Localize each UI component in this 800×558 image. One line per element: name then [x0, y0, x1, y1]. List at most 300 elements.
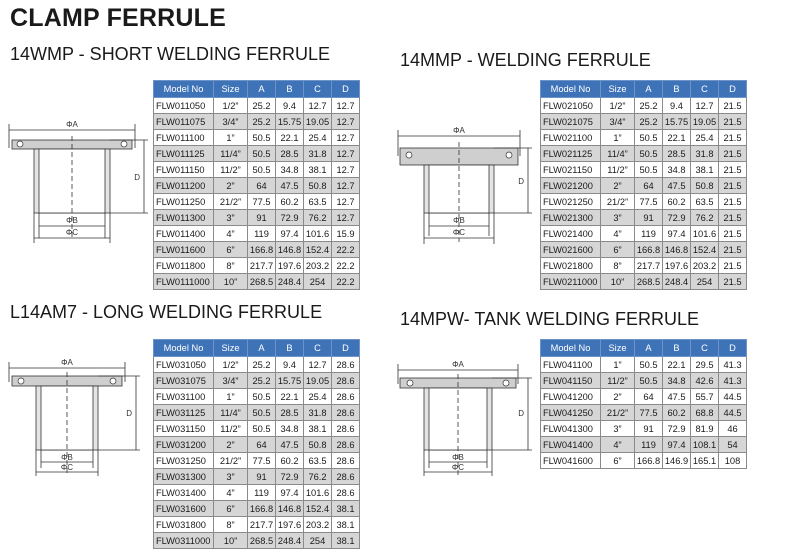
model-number-cell: FLW011200	[154, 178, 214, 194]
value-cell: 146.8	[663, 242, 691, 258]
value-cell: 44.5	[719, 405, 747, 421]
section-title-long-welding: L14AM7 - LONG WELDING FERRULE	[10, 302, 323, 322]
value-cell: 19.05	[304, 114, 332, 130]
value-cell: 31.8	[304, 405, 332, 421]
model-number-cell: FLW041400	[541, 437, 601, 453]
value-cell: 3”	[214, 469, 248, 485]
table-row	[541, 405, 747, 421]
value-cell: 10”	[214, 274, 248, 290]
value-cell: 108	[719, 453, 747, 469]
model-number-cell: FLW021400	[541, 226, 601, 242]
value-cell: 11/4”	[601, 146, 635, 162]
table-header-row	[541, 340, 747, 357]
value-cell: 64	[248, 437, 276, 453]
value-cell: 22.2	[332, 242, 360, 258]
column-header: D	[719, 81, 747, 98]
value-cell: 166.8	[248, 242, 276, 258]
value-cell: 28.6	[332, 469, 360, 485]
dim-label-d: D	[126, 409, 132, 418]
column-header: Model No	[541, 81, 601, 98]
table-row	[154, 258, 360, 274]
table-row	[154, 533, 360, 549]
value-cell: 268.5	[635, 274, 663, 290]
table-row	[154, 469, 360, 485]
table-row	[154, 146, 360, 162]
value-cell: 28.6	[332, 389, 360, 405]
table-row	[154, 437, 360, 453]
model-number-cell: FLW0211000	[541, 274, 601, 290]
value-cell: 60.2	[276, 453, 304, 469]
model-number-cell: FLW011100	[154, 130, 214, 146]
section-title-welding: 14MMP - WELDING FERRULE	[400, 50, 651, 70]
table-row	[541, 210, 747, 226]
value-cell: 63.5	[304, 453, 332, 469]
value-cell: 22.1	[276, 130, 304, 146]
column-header: A	[248, 81, 276, 98]
model-number-cell: FLW011050	[154, 98, 214, 114]
value-cell: 166.8	[248, 501, 276, 517]
value-cell: 11/2”	[214, 162, 248, 178]
table-row	[154, 357, 360, 373]
table-row	[541, 178, 747, 194]
value-cell: 64	[248, 178, 276, 194]
value-cell: 42.6	[691, 373, 719, 389]
model-number-cell: FLW021125	[541, 146, 601, 162]
table-header-row	[154, 340, 360, 357]
value-cell: 101.6	[691, 226, 719, 242]
value-cell: 4”	[601, 437, 635, 453]
model-number-cell: FLW041600	[541, 453, 601, 469]
dim-label-b: ΦB	[61, 453, 73, 462]
table-row	[154, 162, 360, 178]
model-number-cell: FLW021100	[541, 130, 601, 146]
table-row	[541, 98, 747, 114]
model-number-cell: FLW021600	[541, 242, 601, 258]
value-cell: 146.8	[276, 501, 304, 517]
model-number-cell: FLW0311000	[154, 533, 214, 549]
model-number-cell: FLW021800	[541, 258, 601, 274]
table-row	[541, 453, 747, 469]
value-cell: 2”	[601, 389, 635, 405]
value-cell: 254	[304, 274, 332, 290]
value-cell: 248.4	[663, 274, 691, 290]
value-cell: 12.7	[332, 98, 360, 114]
value-cell: 6”	[214, 501, 248, 517]
dim-label-b: ΦB	[452, 453, 464, 462]
value-cell: 119	[635, 437, 663, 453]
page-title: CLAMP FERRULE	[10, 4, 227, 32]
value-cell: 28.6	[332, 437, 360, 453]
value-cell: 21/2”	[214, 453, 248, 469]
value-cell: 91	[635, 210, 663, 226]
value-cell: 12.7	[332, 162, 360, 178]
value-cell: 22.1	[276, 389, 304, 405]
value-cell: 217.7	[635, 258, 663, 274]
column-header: C	[691, 81, 719, 98]
value-cell: 50.5	[248, 389, 276, 405]
value-cell: 197.6	[276, 258, 304, 274]
value-cell: 254	[691, 274, 719, 290]
dim-label-a: ΦA	[453, 126, 465, 135]
dim-label-d: D	[134, 173, 140, 182]
value-cell: 197.6	[663, 258, 691, 274]
model-number-cell: FLW041150	[541, 373, 601, 389]
value-cell: 2”	[214, 178, 248, 194]
value-cell: 50.8	[304, 437, 332, 453]
value-cell: 21.5	[719, 258, 747, 274]
value-cell: 91	[248, 469, 276, 485]
value-cell: 21.5	[719, 242, 747, 258]
value-cell: 97.4	[663, 437, 691, 453]
value-cell: 3”	[601, 421, 635, 437]
table-row	[154, 405, 360, 421]
value-cell: 9.4	[663, 98, 691, 114]
value-cell: 77.5	[635, 194, 663, 210]
model-number-cell: FLW011075	[154, 114, 214, 130]
dim-label-a: ΦA	[61, 358, 73, 367]
column-header: C	[304, 81, 332, 98]
welding-ferrule-diagram	[390, 124, 540, 248]
value-cell: 77.5	[248, 453, 276, 469]
value-cell: 28.6	[332, 485, 360, 501]
column-header: Model No	[154, 81, 214, 98]
model-number-cell: FLW021200	[541, 178, 601, 194]
value-cell: 25.2	[635, 114, 663, 130]
value-cell: 22.1	[663, 130, 691, 146]
value-cell: 203.2	[691, 258, 719, 274]
model-number-cell: FLW041100	[541, 357, 601, 373]
column-header: A	[635, 340, 663, 357]
model-number-cell: FLW021150	[541, 162, 601, 178]
model-number-cell: FLW021050	[541, 98, 601, 114]
value-cell: 12.7	[691, 98, 719, 114]
value-cell: 72.9	[663, 421, 691, 437]
value-cell: 146.8	[276, 242, 304, 258]
model-number-cell: FLW011300	[154, 210, 214, 226]
value-cell: 166.8	[635, 242, 663, 258]
value-cell: 21.5	[719, 146, 747, 162]
value-cell: 25.2	[248, 357, 276, 373]
value-cell: 47.5	[276, 437, 304, 453]
value-cell: 97.4	[276, 485, 304, 501]
value-cell: 34.8	[663, 373, 691, 389]
value-cell: 50.5	[248, 405, 276, 421]
table-row	[541, 258, 747, 274]
table-row	[154, 485, 360, 501]
model-number-cell: FLW031050	[154, 357, 214, 373]
value-cell: 3”	[601, 210, 635, 226]
value-cell: 12.7	[332, 178, 360, 194]
value-cell: 108.1	[691, 437, 719, 453]
value-cell: 91	[248, 210, 276, 226]
value-cell: 19.05	[304, 373, 332, 389]
value-cell: 9.4	[276, 98, 304, 114]
value-cell: 165.1	[691, 453, 719, 469]
value-cell: 63.5	[691, 194, 719, 210]
short-ferrule-diagram	[0, 118, 152, 246]
value-cell: 72.9	[276, 469, 304, 485]
value-cell: 6”	[601, 453, 635, 469]
value-cell: 21.5	[719, 162, 747, 178]
value-cell: 119	[248, 226, 276, 242]
value-cell: 11/2”	[601, 373, 635, 389]
column-header: B	[663, 81, 691, 98]
model-number-cell: FLW031150	[154, 421, 214, 437]
value-cell: 197.6	[276, 517, 304, 533]
table-row	[541, 437, 747, 453]
dim-label-c: ΦC	[451, 463, 465, 472]
value-cell: 50.5	[248, 146, 276, 162]
table-row	[154, 517, 360, 533]
model-number-cell: FLW031400	[154, 485, 214, 501]
model-number-cell: FLW021300	[541, 210, 601, 226]
value-cell: 28.6	[332, 421, 360, 437]
value-cell: 21.5	[719, 114, 747, 130]
section-title-tank-welding: 14MPW- TANK WELDING FERRULE	[400, 309, 700, 329]
model-number-cell: FLW011600	[154, 242, 214, 258]
column-header: D	[332, 81, 360, 98]
value-cell: 1”	[601, 357, 635, 373]
value-cell: 29.5	[691, 357, 719, 373]
model-number-cell: FLW011800	[154, 258, 214, 274]
value-cell: 2”	[214, 437, 248, 453]
value-cell: 3/4”	[214, 114, 248, 130]
value-cell: 31.8	[691, 146, 719, 162]
value-cell: 11/4”	[214, 146, 248, 162]
model-number-cell: FLW031800	[154, 517, 214, 533]
value-cell: 152.4	[304, 501, 332, 517]
table-header-row	[154, 81, 360, 98]
model-number-cell: FLW041200	[541, 389, 601, 405]
table-row	[154, 226, 360, 242]
value-cell: 10”	[601, 274, 635, 290]
table-row	[154, 130, 360, 146]
value-cell: 1/2”	[214, 98, 248, 114]
value-cell: 11/2”	[601, 162, 635, 178]
value-cell: 11/2”	[214, 421, 248, 437]
table-row	[541, 242, 747, 258]
value-cell: 152.4	[691, 242, 719, 258]
column-header: Size	[214, 81, 248, 98]
value-cell: 77.5	[635, 405, 663, 421]
value-cell: 21.5	[719, 226, 747, 242]
value-cell: 21.5	[719, 210, 747, 226]
value-cell: 31.8	[304, 146, 332, 162]
section-title-short-welding: 14WMP - SHORT WELDING FERRULE	[10, 44, 331, 64]
value-cell: 50.5	[635, 162, 663, 178]
value-cell: 254	[304, 533, 332, 549]
value-cell: 21/2”	[601, 405, 635, 421]
value-cell: 22.2	[332, 274, 360, 290]
value-cell: 101.6	[304, 485, 332, 501]
value-cell: 91	[635, 421, 663, 437]
value-cell: 12.7	[332, 194, 360, 210]
value-cell: 50.5	[635, 357, 663, 373]
dim-label-d: D	[518, 177, 524, 186]
value-cell: 50.5	[635, 373, 663, 389]
model-number-cell: FLW031200	[154, 437, 214, 453]
value-cell: 3/4”	[214, 373, 248, 389]
value-cell: 25.4	[691, 130, 719, 146]
table-row	[541, 114, 747, 130]
model-number-cell: FLW021250	[541, 194, 601, 210]
value-cell: 25.2	[635, 98, 663, 114]
table-row	[541, 389, 747, 405]
column-header: Model No	[541, 340, 601, 357]
value-cell: 2”	[601, 178, 635, 194]
value-cell: 54	[719, 437, 747, 453]
value-cell: 64	[635, 178, 663, 194]
value-cell: 38.1	[332, 517, 360, 533]
value-cell: 1”	[214, 389, 248, 405]
value-cell: 25.2	[248, 114, 276, 130]
value-cell: 1”	[214, 130, 248, 146]
value-cell: 101.6	[304, 226, 332, 242]
value-cell: 47.5	[663, 389, 691, 405]
value-cell: 248.4	[276, 533, 304, 549]
table-row	[154, 389, 360, 405]
value-cell: 6”	[214, 242, 248, 258]
value-cell: 60.2	[663, 194, 691, 210]
dim-label-d: D	[518, 409, 524, 418]
table-row	[154, 501, 360, 517]
column-header: Size	[601, 81, 635, 98]
table-row	[154, 210, 360, 226]
model-number-cell: FLW031250	[154, 453, 214, 469]
value-cell: 15.75	[276, 373, 304, 389]
value-cell: 21.5	[719, 194, 747, 210]
column-header: D	[332, 340, 360, 357]
table-row	[154, 114, 360, 130]
table-row	[541, 357, 747, 373]
value-cell: 25.2	[248, 373, 276, 389]
value-cell: 19.05	[691, 114, 719, 130]
value-cell: 76.2	[691, 210, 719, 226]
short-welding-ferrule-table	[153, 80, 360, 290]
value-cell: 12.7	[332, 146, 360, 162]
model-number-cell: FLW0111000	[154, 274, 214, 290]
value-cell: 64	[635, 389, 663, 405]
value-cell: 50.5	[248, 421, 276, 437]
column-header: B	[663, 340, 691, 357]
model-number-cell: FLW041250	[541, 405, 601, 421]
value-cell: 203.2	[304, 517, 332, 533]
value-cell: 15.9	[332, 226, 360, 242]
value-cell: 63.5	[304, 194, 332, 210]
value-cell: 203.2	[304, 258, 332, 274]
column-header: Size	[214, 340, 248, 357]
model-number-cell: FLW021075	[541, 114, 601, 130]
table-row	[541, 194, 747, 210]
column-header: B	[276, 81, 304, 98]
value-cell: 4”	[601, 226, 635, 242]
value-cell: 15.75	[663, 114, 691, 130]
value-cell: 81.9	[691, 421, 719, 437]
value-cell: 28.6	[332, 453, 360, 469]
tank-welding-ferrule-table	[540, 339, 747, 469]
long-welding-ferrule-table	[153, 339, 360, 549]
value-cell: 21/2”	[601, 194, 635, 210]
value-cell: 50.8	[691, 178, 719, 194]
value-cell: 268.5	[248, 274, 276, 290]
table-row	[541, 162, 747, 178]
long-ferrule-diagram	[0, 356, 152, 480]
table-row	[154, 98, 360, 114]
model-number-cell: FLW031600	[154, 501, 214, 517]
value-cell: 25.4	[304, 389, 332, 405]
value-cell: 4”	[214, 226, 248, 242]
value-cell: 119	[635, 226, 663, 242]
value-cell: 15.75	[276, 114, 304, 130]
model-number-cell: FLW031075	[154, 373, 214, 389]
value-cell: 11/4”	[214, 405, 248, 421]
value-cell: 21.5	[719, 98, 747, 114]
dim-label-b: ΦB	[453, 216, 465, 225]
dim-label-c: ΦC	[65, 228, 79, 237]
value-cell: 12.7	[332, 114, 360, 130]
value-cell: 60.2	[663, 405, 691, 421]
table-row	[154, 178, 360, 194]
value-cell: 72.9	[663, 210, 691, 226]
value-cell: 119	[248, 485, 276, 501]
model-number-cell: FLW031125	[154, 405, 214, 421]
tank-ferrule-diagram	[390, 358, 540, 480]
table-row	[541, 146, 747, 162]
value-cell: 22.2	[332, 258, 360, 274]
column-header: D	[719, 340, 747, 357]
column-header: C	[304, 340, 332, 357]
value-cell: 8”	[601, 258, 635, 274]
value-cell: 152.4	[304, 242, 332, 258]
value-cell: 46	[719, 421, 747, 437]
value-cell: 3/4”	[601, 114, 635, 130]
value-cell: 8”	[214, 517, 248, 533]
value-cell: 50.8	[304, 178, 332, 194]
column-header: Size	[601, 340, 635, 357]
value-cell: 21.5	[719, 178, 747, 194]
table-row	[541, 373, 747, 389]
value-cell: 38.1	[691, 162, 719, 178]
value-cell: 47.5	[276, 178, 304, 194]
value-cell: 38.1	[332, 501, 360, 517]
value-cell: 41.3	[719, 373, 747, 389]
value-cell: 60.2	[276, 194, 304, 210]
value-cell: 21.5	[719, 274, 747, 290]
value-cell: 4”	[214, 485, 248, 501]
column-header: B	[276, 340, 304, 357]
value-cell: 25.2	[248, 98, 276, 114]
value-cell: 8”	[214, 258, 248, 274]
column-header: A	[248, 340, 276, 357]
table-row	[541, 274, 747, 290]
table-row	[541, 421, 747, 437]
value-cell: 12.7	[332, 210, 360, 226]
dim-label-c: ΦC	[60, 463, 74, 472]
welding-ferrule-table	[540, 80, 747, 290]
value-cell: 12.7	[332, 130, 360, 146]
model-number-cell: FLW041300	[541, 421, 601, 437]
value-cell: 248.4	[276, 274, 304, 290]
table-row	[541, 130, 747, 146]
value-cell: 217.7	[248, 258, 276, 274]
model-number-cell: FLW011250	[154, 194, 214, 210]
value-cell: 34.8	[276, 421, 304, 437]
value-cell: 6”	[601, 242, 635, 258]
model-number-cell: FLW011125	[154, 146, 214, 162]
column-header: A	[635, 81, 663, 98]
value-cell: 12.7	[304, 98, 332, 114]
value-cell: 12.7	[304, 357, 332, 373]
